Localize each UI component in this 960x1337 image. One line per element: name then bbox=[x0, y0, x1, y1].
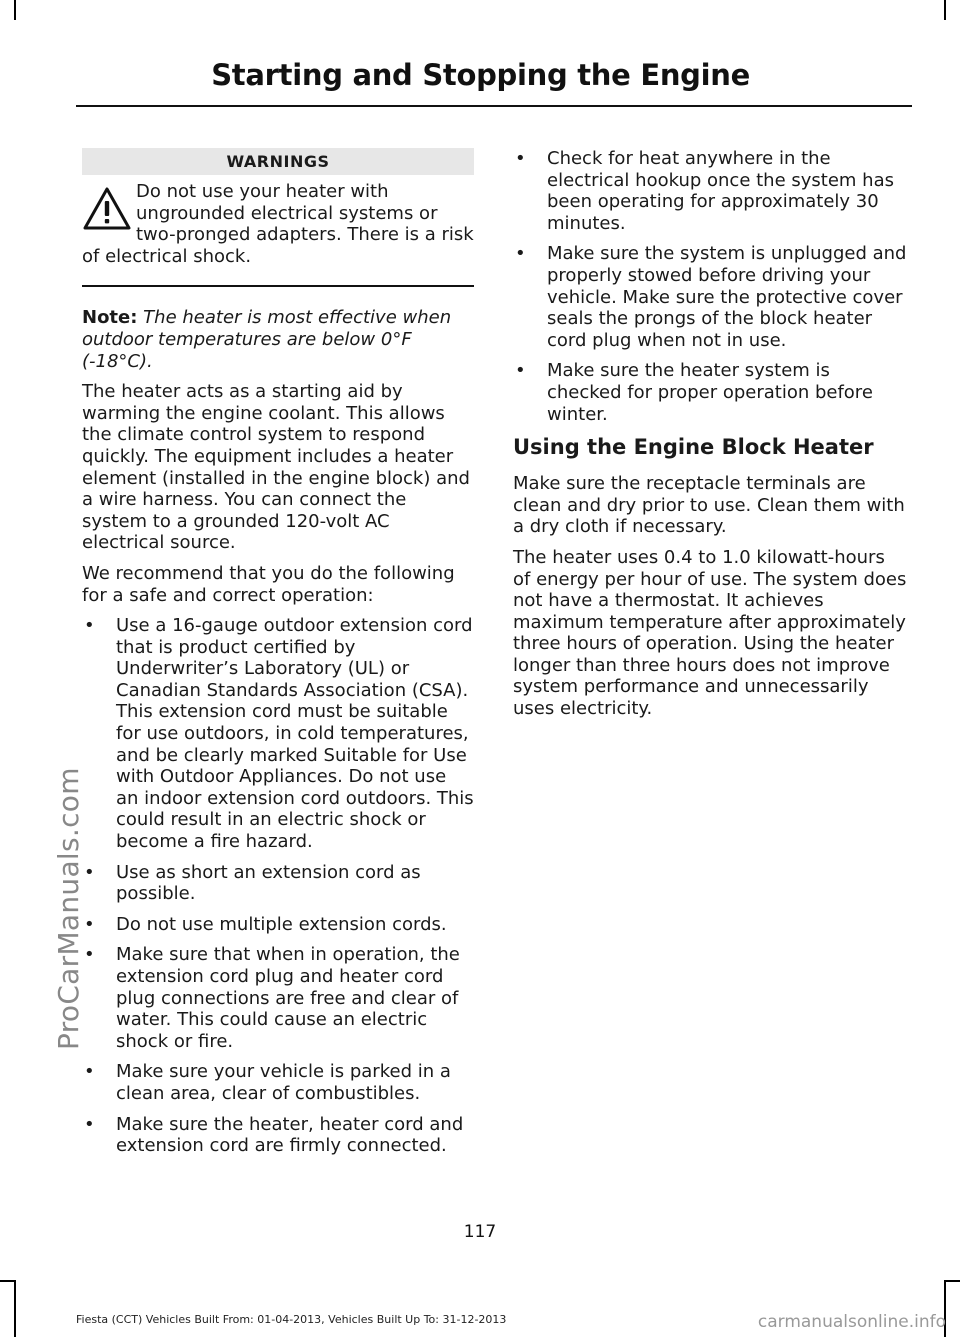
bullet-glyph: • bbox=[515, 360, 526, 382]
warning-heading: WARNINGS bbox=[82, 148, 474, 175]
bullet-glyph: • bbox=[515, 243, 526, 265]
list-item bbox=[82, 1114, 474, 1157]
recommend-paragraph: We recommend that you do the following for a safe and correct operation: bbox=[82, 562, 455, 606]
header-divider bbox=[76, 105, 912, 107]
crop-mark-bottom-left-h bbox=[0, 1280, 16, 1282]
list-item-text: Make sure the system is unplugged and properly stowed before driving your vehicle. Make sure the protective cover seals the prongs of the block heater cord plug when not in use. bbox=[547, 243, 907, 351]
section-heading: Using the Engine Block Heater bbox=[513, 435, 874, 460]
list-item-text: Do not use multiple extension cords. bbox=[116, 913, 447, 935]
side-watermark: ProCarManuals.com bbox=[52, 767, 85, 1050]
note-label: Note: bbox=[82, 307, 138, 329]
page-number: 117 bbox=[463, 1222, 497, 1242]
crop-mark-top-right bbox=[944, 0, 946, 20]
check-bullet-list bbox=[513, 148, 907, 425]
list-item bbox=[513, 148, 907, 234]
list-item bbox=[513, 360, 907, 425]
crop-mark-top-left bbox=[14, 0, 16, 20]
warning-triangle-icon bbox=[82, 185, 132, 233]
list-item bbox=[82, 1061, 474, 1104]
footer-brand-watermark: carmanualsonline.info bbox=[757, 1312, 946, 1332]
page-title: Starting and Stopping the Engine bbox=[211, 58, 750, 92]
bullet-glyph: • bbox=[84, 1061, 95, 1083]
warning-divider bbox=[82, 285, 474, 287]
list-item-text: Check for heat anywhere in the electrical hookup once the system has been operating for approximately 30 minutes. bbox=[547, 148, 895, 234]
warning-body bbox=[82, 181, 474, 279]
bullet-glyph: • bbox=[84, 913, 95, 935]
bullet-glyph: • bbox=[84, 1113, 95, 1135]
list-item bbox=[82, 914, 474, 936]
left-column bbox=[82, 148, 474, 1166]
list-item-text: Use a 16-gauge outdoor extension cord that is product certified by Underwriter’s Laboratory (UL) or Canadian Standards Association (CSA). This extension cord must be suitable for use outdoors, in cold temperatures, and be clearly marked Suitable for Use with Outdoor Appliances. Do not use an indoor extension cord outdoors. This could result in an electric shock or become a fire hazard. bbox=[116, 615, 474, 853]
list-item bbox=[82, 862, 474, 905]
list-item-text: Use as short an extension cord as possible. bbox=[116, 861, 421, 905]
list-item bbox=[82, 615, 474, 853]
safety-bullet-list bbox=[82, 615, 474, 1157]
list-item-text: Make sure the heater, heater cord and extension cord are firmly connected. bbox=[116, 1113, 464, 1157]
bullet-glyph: • bbox=[84, 615, 95, 637]
warning-box bbox=[82, 148, 474, 287]
intro-paragraph: The heater acts as a starting aid by warming the engine coolant. This allows the climate control system to respond quickly. The equipment includes a heater element (installed in the engine block) and a wire harness. You can connect the system to a grounded 120-volt AC electrical source. bbox=[82, 381, 470, 554]
list-item-text: Make sure that when in operation, the extension cord plug and heater cord plug connections are free and clear of water. This could cause an electric shock or fire. bbox=[116, 944, 460, 1052]
right-column bbox=[513, 148, 907, 729]
bullet-glyph: • bbox=[84, 944, 95, 966]
receptacle-paragraph: Make sure the receptacle terminals are clean and dry prior to use. Clean them with a dry cloth if necessary. bbox=[513, 473, 905, 538]
list-item-text: Make sure your vehicle is parked in a clean area, clear of combustibles. bbox=[116, 1061, 451, 1104]
list-item bbox=[82, 944, 474, 1052]
energy-paragraph: The heater uses 0.4 to 1.0 kilowatt-hours of energy per hour of use. The system does not have a thermostat. It achieves maximum temperature after approximately three hours of operation. Using the heater longer than three hours does not improve system performance and unnecessarily uses electricity. bbox=[513, 546, 907, 720]
crop-mark-bottom-right-h bbox=[944, 1280, 960, 1282]
note-text: The heater is most effective when outdoor temperatures are below 0°F (-18°C). bbox=[82, 307, 452, 372]
crop-mark-bottom-left bbox=[14, 1280, 16, 1337]
list-item-text: Make sure the heater system is checked for proper operation before winter. bbox=[547, 360, 873, 425]
footer-vehicle-info: Fiesta (CCT) Vehicles Built From: 01-04-2013, Vehicles Built Up To: 31-12-2013 bbox=[76, 1313, 507, 1326]
warning-text: Do not use your heater with ungrounded electrical systems or two-pronged adapters. There is a risk of electrical shock. bbox=[82, 181, 474, 267]
bullet-glyph: • bbox=[515, 148, 526, 169]
list-item bbox=[513, 243, 907, 351]
note-paragraph bbox=[82, 307, 474, 372]
bullet-glyph: • bbox=[84, 861, 95, 883]
